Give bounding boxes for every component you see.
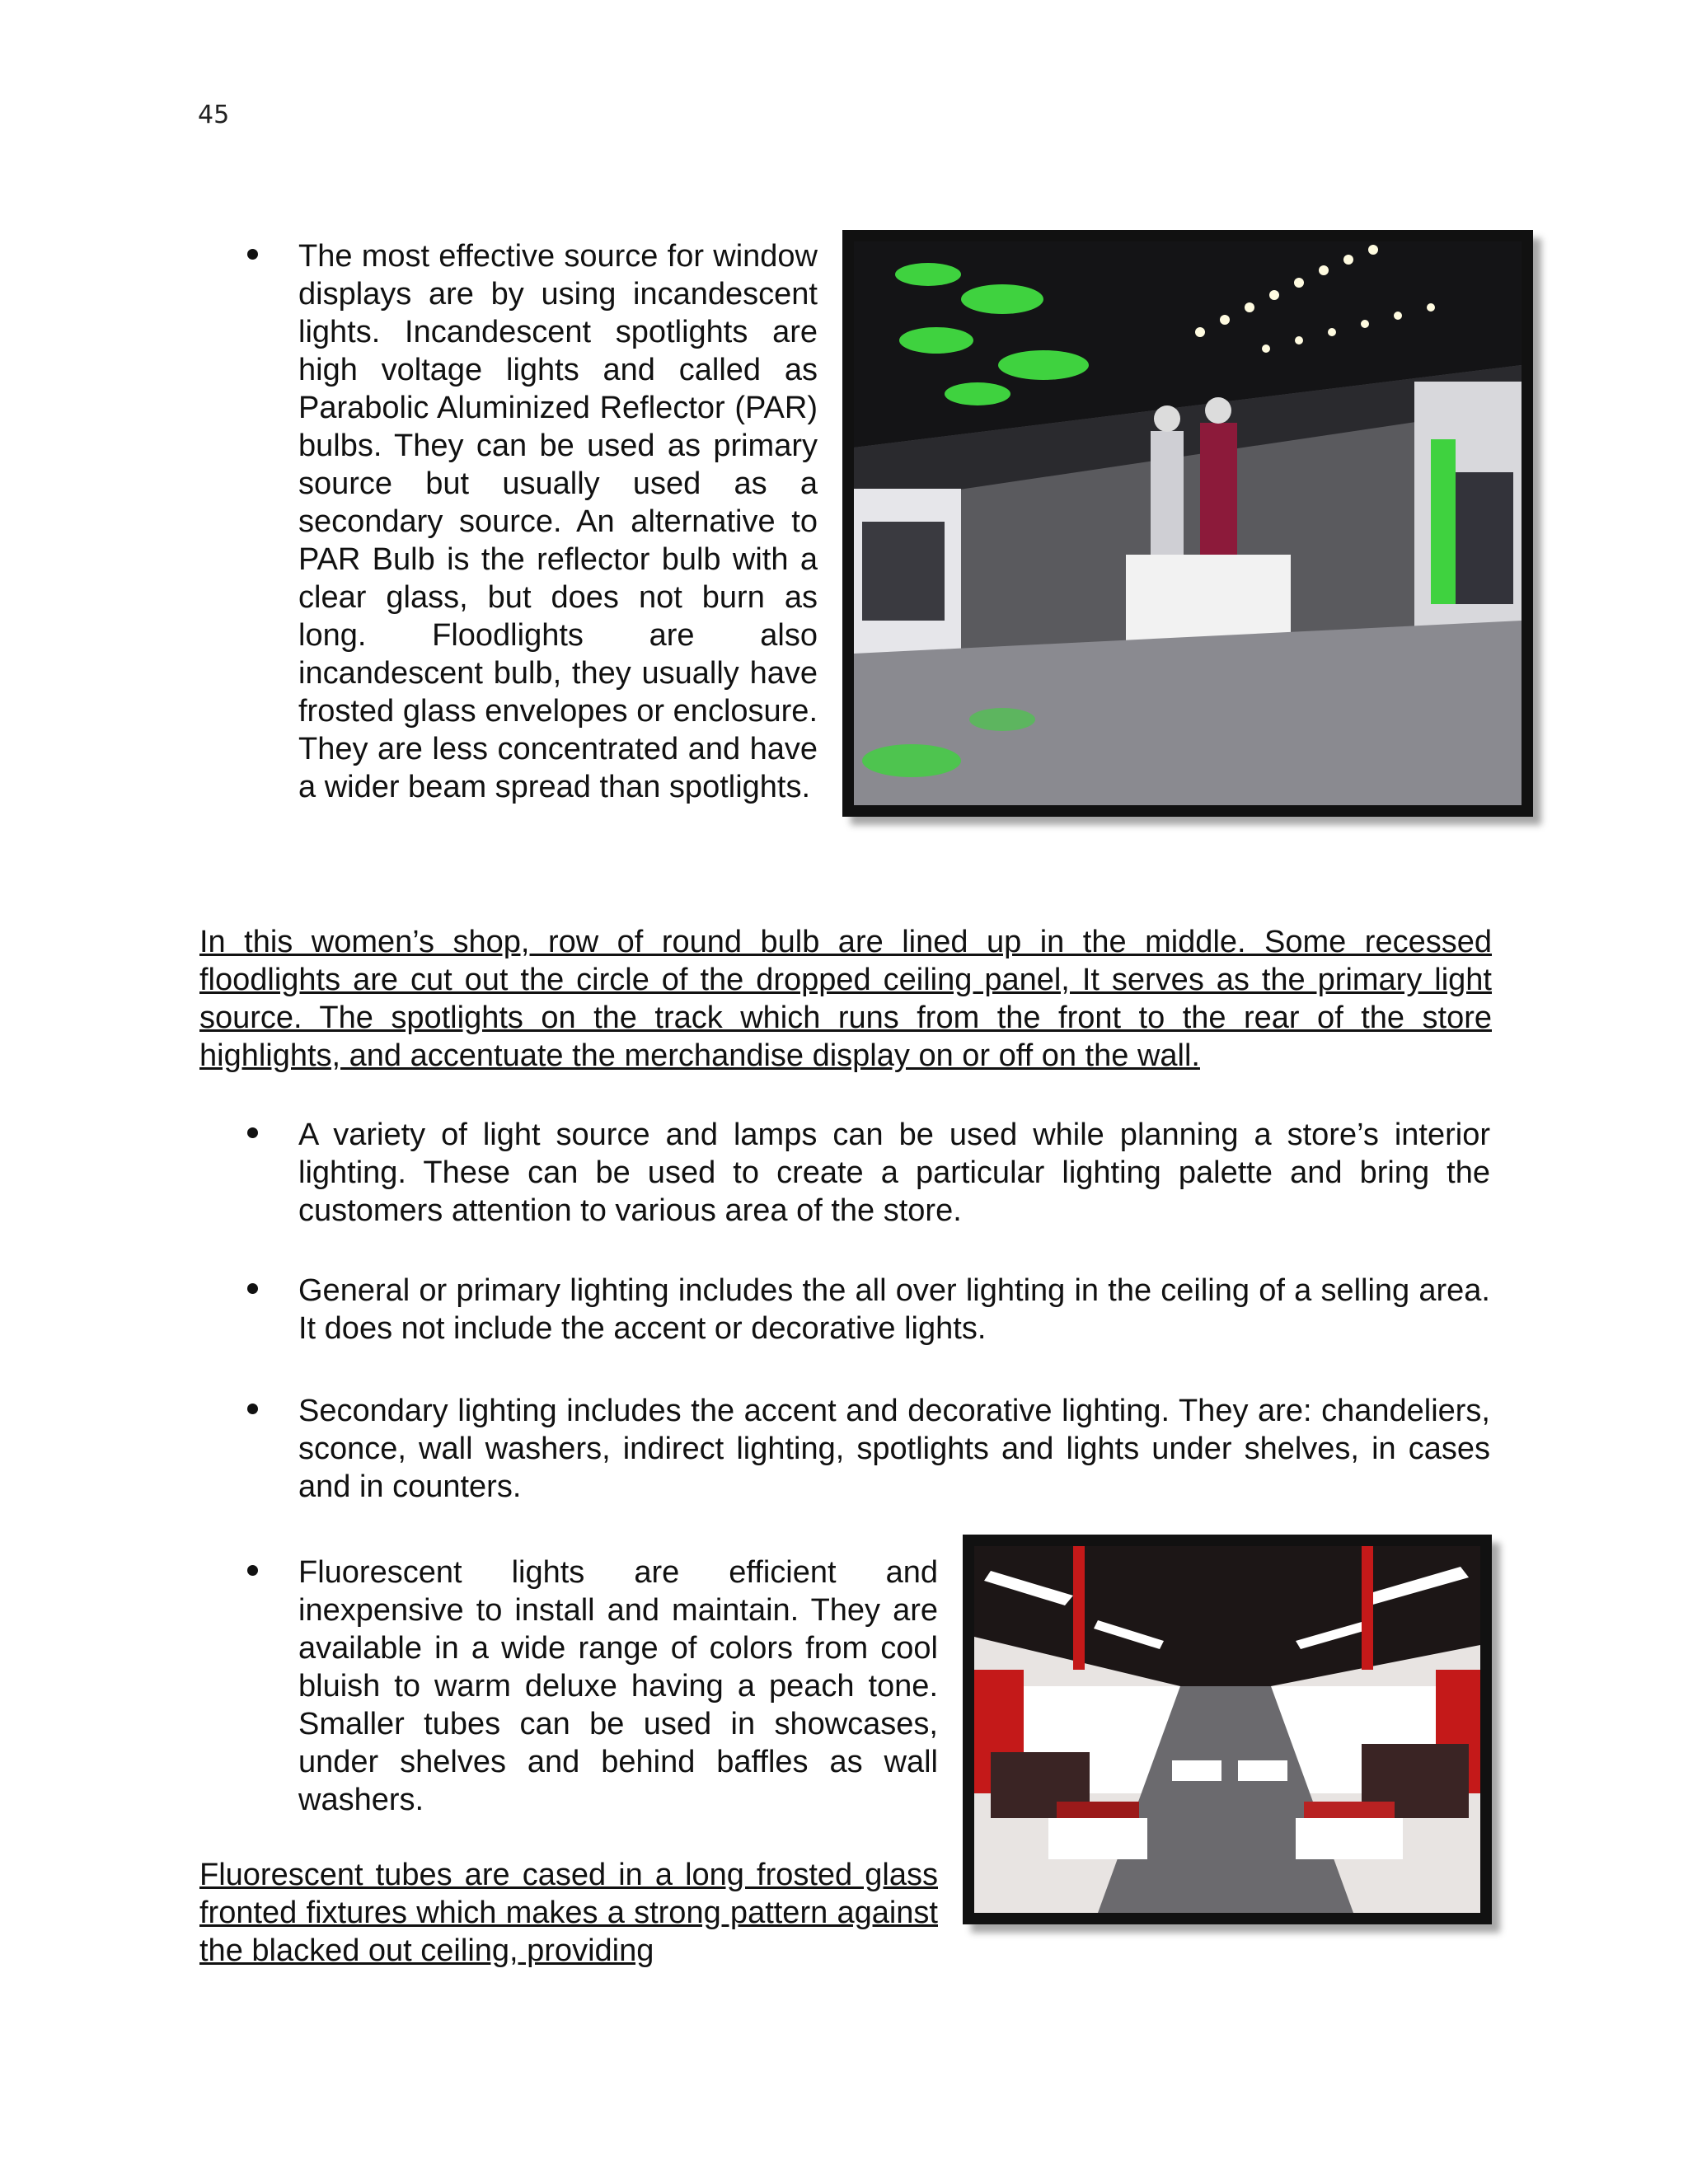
womens-shop-photo [842,230,1533,817]
bullet-icon [247,1127,258,1138]
fluorescent-caption: Fluorescent tubes are cased in a long frosted glass fronted fixtures which makes a strong pattern against the blacked out ceiling, providing [199,1858,938,1968]
womens-shop-illustration [854,241,1522,805]
bullet-text: A variety of light source and lamps can be used while planning a store’s interior lighting. These can be used to create a particular lighting palette and bring the customers attention to various area of the store. [298,1118,1490,1228]
bullet-icon [247,1283,258,1294]
bullet-item-general-lighting [247,1272,1490,1347]
bullet-text: Fluorescent lights are efficient and inexpensive to install and maintain. They are available in a wide range of colors from cool bluish to warm deluxe having a peach tone. Smaller tubes can be used in showcases, under shelves and behind baffles as wall washers. [298,1555,938,1817]
bullet-text: The most effective source for window displays are by using incandescent lights. Incandescent spotlights are high voltage lights and called as Parabolic Aluminized Reflector (PAR) bulbs. They can be used as primary source but usually used as a secondary source. An alternative to PAR Bulb is the reflector bulb with a clear glass, but does not burn as long. Floodlights are also incandescent bulb, they usually have frosted glass envelopes or enclosure. They are less concentrated and have a wider beam spread than spotlights. [298,239,818,804]
bullet-icon [247,249,258,260]
store-aisle-illustration [974,1546,1480,1913]
womens-shop-caption: In this women’s shop, row of round bulb are lined up in the middle. Some recessed floodlights are cut out the circle of the dropped ceiling panel, It serves as the primary light source. The spotlights on the track which runs from the front to the rear of the store highlights, and accentuate the merchandise display on or off on the wall. [199,925,1492,1073]
bullet-item-secondary-lighting [247,1392,1490,1506]
bullet-item-light-sources [247,1116,1490,1230]
page-number: 45 [198,101,230,129]
bullet-item-fluorescent [247,1554,938,1819]
bullet-icon [247,1404,258,1414]
store-aisle-photo [963,1535,1492,1924]
bullet-item-par-lights [247,237,818,806]
bullet-icon [247,1565,258,1576]
bullet-text: Secondary lighting includes the accent and decorative lighting. They are: chandeliers, sconce, wall washers, indirect lighting, spotlights and lights under shelves, in cases and in counters. [298,1394,1490,1504]
bullet-text: General or primary lighting includes the all over lighting in the ceiling of a selling area. It does not include the accent or decorative lights. [298,1273,1490,1346]
